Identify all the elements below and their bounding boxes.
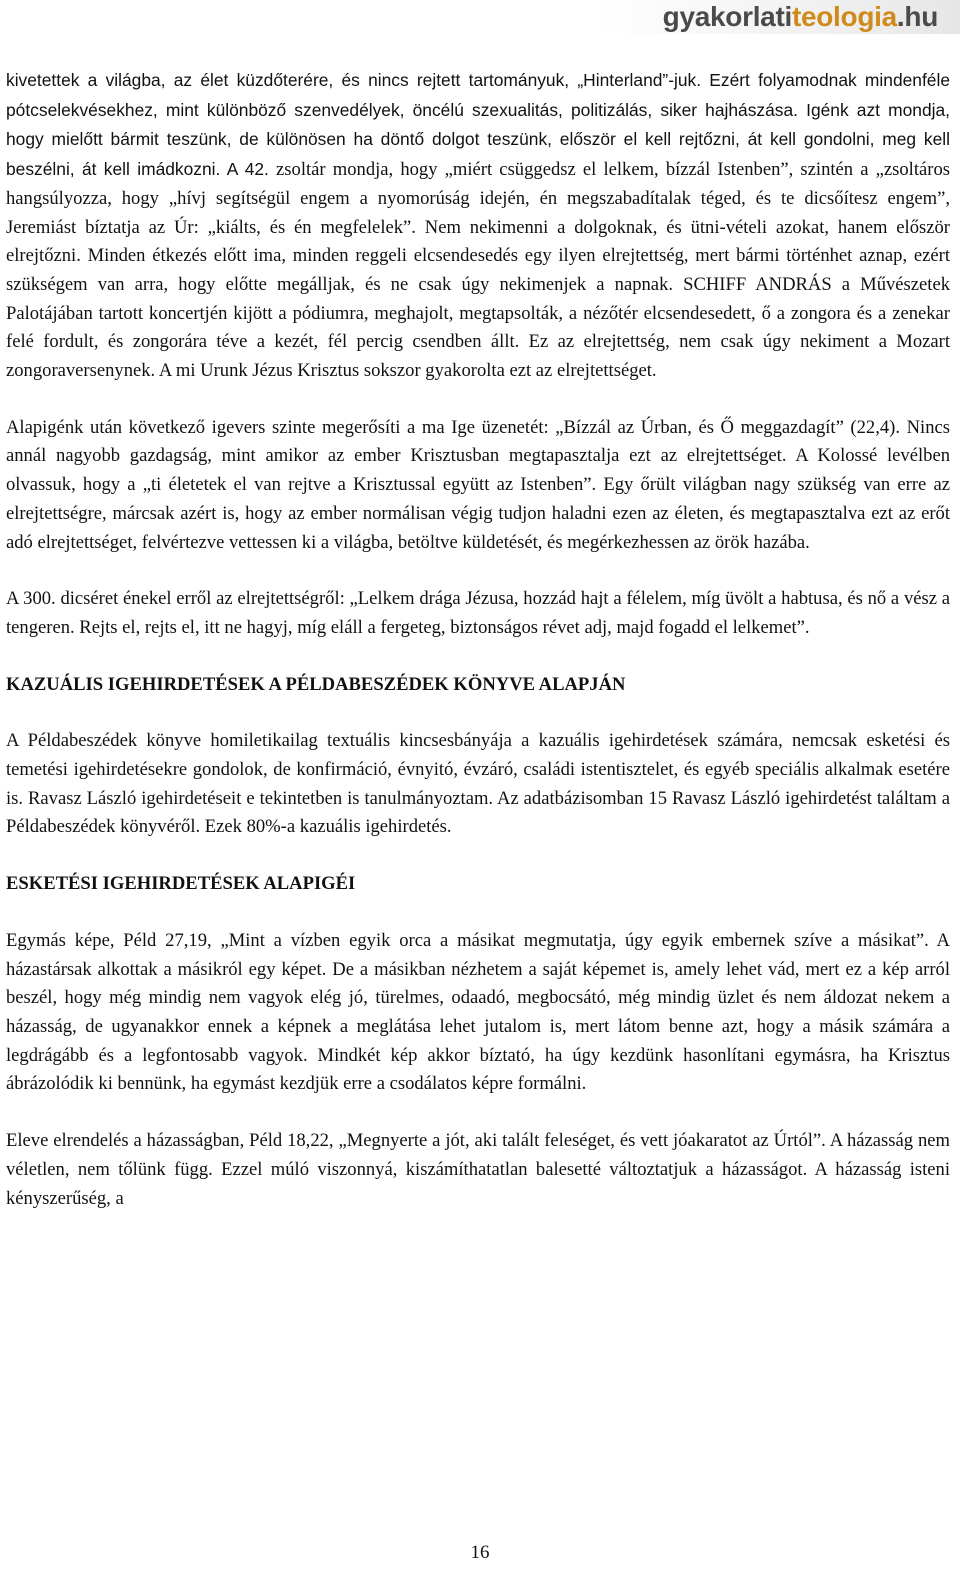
logo-text-part1: gyakorlati — [662, 1, 792, 32]
document-body — [6, 66, 950, 1213]
logo-text-part2: teologia — [791, 1, 897, 32]
logo-text-part3: .hu — [896, 1, 938, 32]
paragraph-dicseret: A 300. dicséret énekel erről az elrejtettségről: „Lelkem drága Jézusa, hozzád hajt a félelem, míg üvölt a habtusa, és nő a vész a tengeren. Rejts el, rejts el, itt ne hagyj, míg eláll a fergeteg, biztonságos révet adj, majd fogadd el lelkemet”. — [6, 588, 950, 638]
paragraph-egymas-kepe: Egymás képe, Péld 27,19, „Mint a vízben egyik orca a másikat megmutatja, úgy egyik embernek szíve a másikat”. A házastársak alkottak a másikról egy képet. De a másikban nézhetem a saját képemet is, amely lehet vád, mert ez a kép arról beszél, hogy még mindig nem vagyok elég jó, türelmes, odaadó, megbocsátó, még mindig üzlet és nem áldozat nekem a házasság, de ugyanakkor ennek a képnek a meglátása lehet jutalom is, mert látom benne azt, hogy a másik számára a legdrágább és a legfontosabb vagyok. Mindkét kép akkor bíztató, ha úgy kezdünk hasonlítani egymásra, ha Krisztus ábrázolódik ki bennünk, ha egymást kezdjük erre a csodálatos képre formálni. — [6, 929, 950, 1095]
page-number: 16 — [470, 1542, 490, 1563]
paragraph-alapige: Alapigénk után következő igevers szinte megerősíti a ma Ige üzenetét: „Bízzál az Úrban, és Ő meggazdagít” (22,4). Nincs annál nagyobb gazdagság, mint amikor az ember Krisztusban megtapasztalja ezt az elrejtettséget. A Kolossé levélben olvassuk, hogy a „ti életetek el van rejtve a Krisztussal együtt az Istenben”. Egy őrült világban nagy szükség van erre az elrejtettségre, márcsak azért is, hogy az ember normálisan végig tudjon haladni ezen az életen, és megtapasztalva ezt az erőt adó elrejtettséget, felvértezve vettessen ki a világba, betöltve küldetését, és megérkezhessen az örök hazába. — [6, 416, 950, 553]
site-logo — [600, 0, 960, 34]
paragraph-continuation-sans-text: kivetettek a világba, az élet küzdőterére, és nincs rejtett tartományuk, „Hinterland”-juk. Ezért folyamodnak mindenféle pótcselekvésekhez, mint különböző szenvedélyek, öncélú szexualitás, politizálás, siker hajhászása. Igénk azt mondja, hogy mielőtt bármit teszünk, de különösen ha döntő dolgot teszünk, először el kell rejtőzni, át kell gondolni, meg kell beszélni, át kell imádkozni. A 42. — [6, 70, 950, 180]
paragraph-continuation-serif-text: zsoltár mondja, hogy „miért csüggedsz el lelkem, bízzál Istenben”, szintén a „zsoltáros hangsúlyozza, hogy „hívj segítségül engem a nyomorúság idején, én megszabadítalak téged, és te dicsőítesz engem”, Jeremiást bíztatja az Úr: „kiálts, és én megfelelek”. Nem nekimenni a dolgoknak, és ütni-vételi azokat, hanem először elrejtőzni. Minden étkezés előtt ima, minden reggeli elcsendesedés egy ilyen elrejtettség, mert bármi történhet aznap, ezért szükségem van arra, hogy előtte megálljak, és ne csak úgy nekimenjek a napnak. SCHIFF ANDRÁS a Művészetek Palotájában tartott koncertjén kijött a pódiumra, meghajolt, megtapsolták, a nézőtér elcsendesedett, ő a zongora és a zenekar felé fordult, és zongorára téve a kezét, fél percig csendben állt. Ez az elrejtettség, nem csak úgy nekiment a Mozart zongoraversenynek. A mi Urunk Jézus Krisztus sokszor gyakorolta ezt az elrejtettséget. — [6, 159, 950, 382]
paragraph-eleve-elrendeles: Eleve elrendelés a házasságban, Péld 18,22, „Megnyerte a jót, aki talált feleséget, és vett jóakaratot az Úrtól”. A házasság nem véletlen, nem tőlünk függ. Ezzel múló viszonnyá, kiszámíthatatlan balesetté változtatjuk a házasságot. A házasság isteni kényszerűség, a — [6, 1130, 950, 1209]
section-heading-esketesi: ESKETÉSI IGEHIRDETÉSEK ALAPIGÉI — [6, 873, 356, 895]
section-heading-kazualis: KAZUÁLIS IGEHIRDETÉSEK A PÉLDABESZÉDEK KÖNYVE ALAPJÁN — [6, 673, 626, 695]
paragraph-peldabeszedek: A Példabeszédek könyve homiletikailag textuális kincsesbányája a kazuális igehirdetések számára, nemcsak esketési és temetési igehirdetésekre gondolok, de konfirmáció, évnyitó, évzáró, családi istentisztelet, és egyéb speciális alkalmak esetére is. Ravasz László igehirdetéseit e tekintetben is tanulmányoztam. Az adatbázisomban 15 Ravasz László igehirdetést találtam a Példabeszédek könyvéről. Ezek 80%-a kazuális igehirdetés. — [6, 730, 950, 838]
paragraph-continuation — [6, 66, 950, 386]
